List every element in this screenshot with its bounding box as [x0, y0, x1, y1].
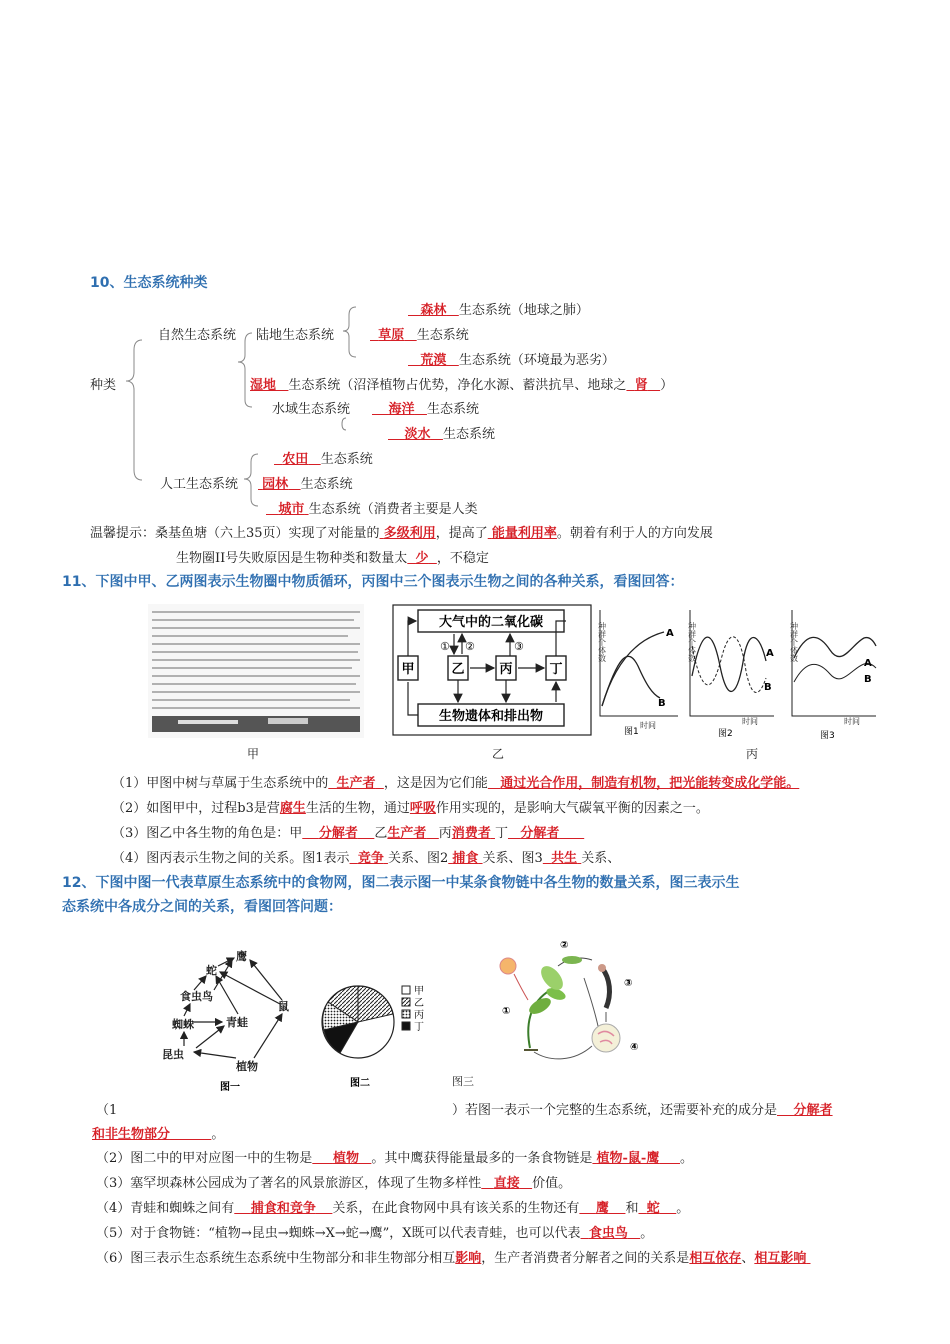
svg-text:丙: 丙 — [499, 662, 513, 677]
ans-respiration: 呼吸 — [409, 801, 436, 816]
label-remains: 生物遗体和排出物 — [438, 709, 544, 724]
svg-text:时间: 时间 — [844, 717, 860, 726]
g2-curve-a — [692, 637, 766, 691]
ans-wetland: 湿地 — [250, 378, 277, 393]
cap-fig1: 图一 — [220, 1082, 240, 1093]
svg-text:①: ① — [502, 1006, 511, 1017]
ans-bing-consumer: 消费者 — [451, 826, 491, 841]
bracket-land — [343, 307, 356, 357]
svg-text:B: B — [764, 682, 772, 693]
q12-p6: （6）图三表示生态系统生态系统中生物部分和非生物部分相互影响，生产者消费者分解者之间的关系是相互依存、相互影响 — [96, 1251, 807, 1266]
ans-garden: 园林 — [262, 477, 289, 492]
ans-few: 少 — [415, 551, 429, 566]
svg-text:蜘蛛: 蜘蛛 — [172, 1018, 194, 1031]
q12-p1c: 和非生物部分 。 — [92, 1127, 225, 1142]
figure-food-web — [158, 946, 308, 1094]
svg-text:蛇: 蛇 — [206, 964, 217, 977]
svg-text:A: A — [666, 628, 674, 639]
svg-text:③: ③ — [624, 978, 633, 989]
garden-line: 园林 生态系统 — [262, 477, 353, 492]
q11-p3: （3）图乙中各生物的角色是：甲 分解者 乙生产者 丙消费者 丁 分解者 — [112, 826, 560, 841]
svg-text:甲: 甲 — [414, 986, 424, 997]
svg-text:丁: 丁 — [549, 662, 563, 677]
svg-text:食虫鸟: 食虫鸟 — [180, 990, 213, 1003]
svg-text:鹰: 鹰 — [236, 950, 247, 963]
ans-mutual-influence: 相互影响 — [754, 1251, 807, 1266]
g2-curve-b — [692, 637, 766, 693]
svg-text:乙: 乙 — [414, 998, 424, 1009]
svg-text:①: ① — [440, 640, 450, 653]
ans-competition: 竞争 — [357, 851, 384, 866]
svg-text:种群个体数: 种群个体数 — [789, 622, 799, 662]
figure-bing-graphs — [594, 606, 878, 744]
svg-text:②: ② — [560, 940, 569, 951]
city-line: 城市 生态系统（消费者主要是人类 — [278, 502, 478, 517]
sun-icon — [500, 958, 516, 974]
q12-p1b: ）若图一表示一个完整的生态系统，还需要补充的成分是 分解者 — [452, 1103, 833, 1118]
bracket-artificial — [244, 454, 258, 506]
figure-pie — [318, 980, 438, 1090]
cap-bing: 丙 — [746, 747, 759, 761]
caterpillar — [562, 956, 582, 964]
q12-p5: （5）对于食物链：“植物→昆虫→蜘蛛→X→蛇→鹰”，X既可以代表青蛙，也可以代表 食虫鸟 。 — [96, 1226, 654, 1241]
desert-line: 荒漠 生态系统（环境最为恶劣） — [420, 353, 615, 368]
svg-text:图2: 图2 — [718, 729, 733, 739]
q12-heading-2: 态系统中各成分之间的关系，看图回答问题： — [62, 899, 342, 915]
tip2-line: 生物圈II号失败原因是生物种类和数量太 少 ，不稳定 — [176, 551, 489, 566]
q12-p1a: （1 — [96, 1103, 118, 1118]
q10-heading: 10、生态系统种类 — [90, 275, 208, 291]
svg-text:③: ③ — [514, 640, 524, 653]
cap-fig3: 图三 — [452, 1075, 474, 1088]
svg-text:时间: 时间 — [640, 721, 656, 730]
ans-kidney: 肾 — [634, 378, 648, 393]
svg-text:种群个体数: 种群个体数 — [597, 622, 607, 662]
svg-text:B: B — [658, 698, 666, 709]
q12-p2: （2）图二中的甲对应图一中的生物是 植物 。其中鹰获得能量最多的一条食物链是 植物-鼠-鹰 。 — [96, 1151, 694, 1166]
ans-decomposer: 分解者 — [793, 1103, 833, 1118]
svg-text:图1: 图1 — [624, 727, 639, 737]
bracket-zhonglei — [126, 340, 142, 480]
ans-plant: 植物 — [332, 1151, 359, 1166]
svg-text:图3: 图3 — [820, 731, 835, 741]
svg-text:种群个体数: 种群个体数 — [687, 622, 697, 662]
ans-ocean: 海洋 — [388, 402, 415, 417]
ans-direct: 直接 — [493, 1176, 520, 1191]
figure-jia-blurred — [148, 604, 364, 738]
ans-jia-decomposer: 分解者 — [318, 826, 358, 841]
ans-snake: 蛇 — [646, 1201, 660, 1216]
q10-brackets — [0, 0, 950, 560]
ans-grass: 草原 — [378, 328, 405, 343]
svg-text:④: ④ — [630, 1042, 639, 1053]
tip-line: 温馨提示：桑基鱼塘（六上35页）实现了对能量的 多级利用，提高了 能量利用率。朝着有利于人的方向发展 — [90, 526, 713, 541]
g1-curve-b — [602, 656, 660, 706]
q11-heading: 11、下图中甲、乙两图表示生物圈中物质循环，丙图中三个图表示生物之间的各种关系，看图回答： — [62, 574, 684, 590]
land-label: 陆地生态系统 — [256, 328, 335, 343]
ans-insectivorous-bird: 食虫鸟 — [588, 1226, 628, 1241]
figure-ecosystem-cycle — [494, 938, 658, 1070]
natural-label: 自然生态系统 — [158, 328, 237, 343]
ans-yi-producer: 生产者 — [387, 826, 427, 841]
fresh-line: 淡水 生态系统 — [404, 427, 495, 442]
wetland-line: 湿地 生态系统（沼泽植物占优势，净化水源、蓄洪抗旱、地球之 肾 ） — [250, 378, 674, 393]
q11-p2: （2）如图甲中，过程b3是营腐生生活的生物，通过呼吸作用实现的，是影响大气碳氧平衡的因素之一。 — [112, 801, 709, 816]
label-co2: 大气中的二氧化碳 — [438, 615, 544, 630]
svg-text:B: B — [864, 674, 872, 685]
ans-predation: 捕食 — [452, 851, 479, 866]
svg-text:植物: 植物 — [236, 1060, 258, 1073]
ans-chain: 植物-鼠-鹰 — [596, 1151, 660, 1166]
ans-efficiency: 能量利用率 — [491, 526, 557, 541]
ans-forest: 森林 — [420, 303, 447, 318]
ans-predation-competition: 捕食和竞争 — [250, 1201, 316, 1216]
ans-multilevel: 多级利用 — [383, 526, 436, 541]
ans-eagle: 鹰 — [595, 1201, 609, 1216]
ans-city: 城市 — [278, 502, 305, 517]
bird — [602, 968, 609, 1008]
q12-p3: （3）塞罕坝森林公园成为了著名的风景旅游区，体现了生物多样性 直接 价值。 — [96, 1176, 572, 1191]
svg-text:甲: 甲 — [401, 662, 415, 677]
figure-yi-cycle — [392, 604, 592, 736]
water-label: 水域生态系统 — [272, 402, 351, 417]
g3-curve-a — [794, 637, 876, 658]
ans-desert: 荒漠 — [420, 353, 447, 368]
ans-fresh: 淡水 — [404, 427, 431, 442]
ocean-line: 海洋 生态系统 — [388, 402, 479, 417]
cap-yi: 乙 — [492, 747, 505, 761]
ans-farm: 农田 — [282, 452, 309, 467]
ans-producer: 生产者 — [336, 776, 376, 791]
q12-heading-1: 12、下图中图一代表草原生态系统中的食物网，图二表示图一中某条食物链中各生物的数量关系，图三表示生 — [62, 875, 740, 891]
farm-line: 农田 生态系统 — [282, 452, 373, 467]
grass-line: 草原 生态系统 — [378, 328, 469, 343]
ans-influence: 影响 — [455, 1251, 482, 1266]
svg-text:②: ② — [465, 640, 475, 653]
plant-stem — [528, 988, 554, 1048]
ans-abiotic: 和非生物部分 — [92, 1127, 171, 1142]
q11-p1: （1）甲图中树与草属于生态系统中的 生产者 ，这是因为它们能 通过光合作用，制造有机物，把光能转变成化学能。 — [112, 776, 800, 791]
svg-text:青蛙: 青蛙 — [226, 1016, 248, 1029]
svg-text:鼠: 鼠 — [278, 1000, 289, 1013]
ans-interdependence: 相互依存 — [689, 1251, 742, 1266]
q12-p4: （4）青蛙和蜘蛛之间有 捕食和竞争 关系，在此食物网中具有该关系的生物还有 鹰 和 蛇 。 — [96, 1201, 690, 1216]
zhonglei-label: 种类 — [90, 378, 117, 393]
ans-ding-decomposer: 分解者 — [520, 826, 560, 841]
bracket-water — [342, 418, 346, 430]
svg-text:A: A — [766, 648, 774, 659]
ans-photosynthesis: 通过光合作用，制造有机物，把光能转变成化学能。 — [500, 776, 800, 791]
svg-text:时间: 时间 — [742, 717, 758, 726]
svg-text:乙: 乙 — [451, 662, 465, 677]
bracket-natural — [238, 333, 252, 407]
svg-text:丁: 丁 — [414, 1022, 424, 1033]
ans-saprophytic: 腐生 — [279, 801, 306, 816]
artificial-label: 人工生态系统 — [160, 477, 239, 492]
cap-fig2: 图二 — [350, 1078, 370, 1089]
svg-text:丙: 丙 — [414, 1010, 424, 1021]
decomposer-circle — [592, 1024, 620, 1052]
cap-jia: 甲 — [247, 747, 260, 761]
ans-symbiosis: 共生 — [551, 851, 578, 866]
svg-text:昆虫: 昆虫 — [162, 1048, 184, 1061]
forest-line: 森林 生态系统（地球之肺） — [420, 303, 589, 318]
svg-text:A: A — [864, 658, 872, 669]
q11-p4: （4）图丙表示生物之间的关系。图1表示 竞争 关系、图2 捕食 关系、图3 共生 关系、 — [112, 851, 621, 866]
